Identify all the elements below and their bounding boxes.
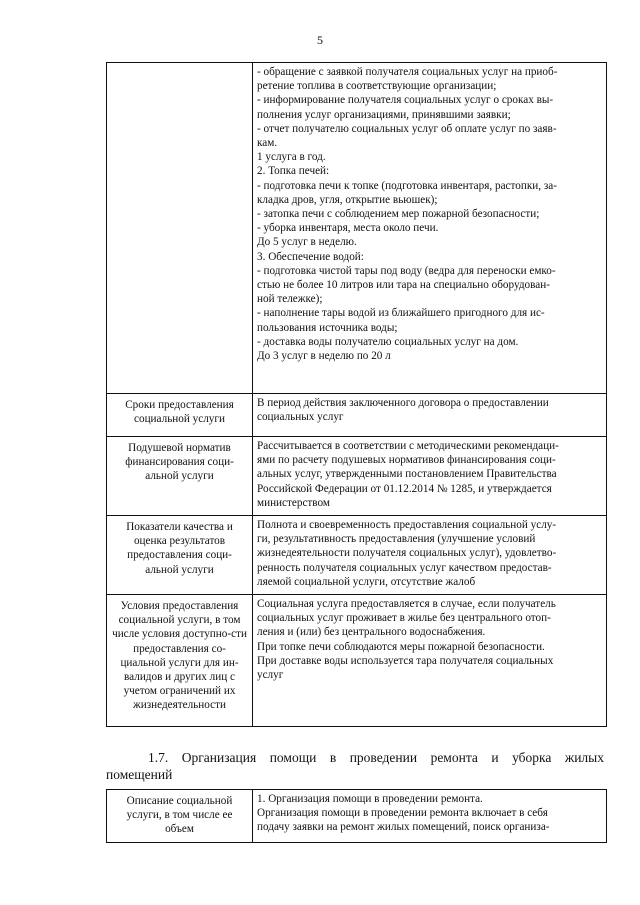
text-line: 1. Организация помощи в проведении ремонта. (257, 793, 483, 805)
text-line: кам. (257, 137, 278, 150)
text-line: ретение топлива в соответствующие организации; (257, 80, 497, 93)
table-row (107, 394, 607, 437)
repair-service-table (106, 789, 607, 843)
row-label: Описание социальной услуги, в том числе ее объем (107, 790, 253, 843)
text-line: - подготовка чистой тары под воду (ведра для переноски емко- (257, 264, 556, 277)
text-line: министерством (257, 496, 330, 509)
row-label: Сроки предоставления социальной услуги (107, 394, 253, 437)
text-line: ной тележке); (257, 293, 323, 306)
text-line: услуг (257, 669, 284, 682)
text-line: ями по расчету подушевых нормативов финансирования соци- (257, 454, 556, 467)
text-line: кладка дров, угля, открытие вьюшек); (257, 193, 438, 206)
text-line: - информирование получателя социальных услуг о сроках вы- (257, 94, 554, 107)
table-row (107, 63, 607, 394)
text-line: - уборка инвентаря, места около печи. (257, 222, 439, 235)
text-line: подачу заявки на ремонт жилых помещений, поиск организа- (257, 821, 550, 834)
text-line: Рассчитывается в соответствии с методическими рекомендаци- (257, 440, 559, 452)
text-line: - доставка воды получателю социальных услуг на дом. (257, 335, 519, 348)
text-line: - затопка печи с соблюдением мер пожарной безопасности; (257, 208, 540, 221)
row-label (107, 63, 253, 394)
page-number: 5 (317, 33, 323, 47)
section-heading (106, 749, 604, 783)
text-line: - обращение с заявкой получателя социальных услуг на приоб- (257, 66, 558, 78)
row-label: Подушевой норматив финансирования соци-альной услуги (107, 437, 253, 516)
text-line: 2. Топка печей: (257, 165, 330, 178)
row-content (253, 516, 607, 595)
table-row (107, 790, 607, 843)
row-label: Показатели качества и оценка результатов предоставления соци-альной услуги (107, 516, 253, 595)
text-line: Полнота и своевременность предоставления социальной услу- (257, 519, 557, 531)
text-line: социальных услуг проживает в жилье без центрального отоп- (257, 612, 551, 625)
text-line: Организация помощи в проведении ремонта включает в себя (257, 807, 548, 820)
text-line: ления и (или) без центрального водоснабжения. (257, 626, 486, 639)
text-line: социальных услуг (257, 411, 344, 424)
text-line: ляемой социальной услуги, отсутствие жалоб (257, 575, 476, 588)
text-line: До 3 услуг в неделю по 20 л (257, 350, 391, 363)
row-content (253, 394, 607, 437)
text-line: альных услуг, утвержденными постановлением Правительства (257, 468, 557, 481)
table-row (107, 595, 607, 727)
text-line: В период действия заключенного договора о предоставлении (257, 397, 549, 409)
text-line: Российской Федерации от 01.12.2014 № 1285, и утверждается (257, 482, 552, 495)
text-line: При доставке воды используется тара получателя социальных (257, 654, 554, 667)
text-line: - наполнение тары водой из ближайшего пригодного для ис- (257, 307, 545, 320)
text-line: жизнедеятельности получателя социальных услуг), удовлетво- (257, 547, 557, 560)
table-row (107, 437, 607, 516)
table-row (107, 516, 607, 595)
text-line: - подготовка печи к топке (подготовка инвентаря, растопки, за- (257, 179, 557, 192)
text-line: При топке печи соблюдаются меры пожарной безопасности. (257, 640, 545, 653)
text-line: 1 услуга в год. (257, 151, 326, 164)
text-line: До 5 услуг в неделю. (257, 236, 357, 249)
service-description-table (106, 62, 607, 727)
text-line: 3. Обеспечение водой: (257, 250, 364, 263)
section-heading-line-2: помещений (106, 767, 173, 782)
row-content (253, 595, 607, 727)
row-content (253, 437, 607, 516)
text-line: стью не более 10 литров или тара на специально оборудован- (257, 279, 550, 292)
text-line: - отчет получателю социальных услуг об оплате услуг по заяв- (257, 122, 557, 135)
text-line: пользования источника воды; (257, 321, 398, 334)
text-line: полнения услуг организациями, принявшими заявки; (257, 108, 511, 121)
row-content (253, 63, 607, 394)
text-line: ги, результативность предоставления (улучшение условий (257, 533, 536, 546)
section-heading-line-1: 1.7. Организация помощи в проведении ремонта и уборка жилых (148, 750, 604, 765)
row-label: Условия предоставления социальной услуги, в том числе условия доступно-сти предоставления со-циальной услуги для ин-валидов и других лиц с учетом ограничений их жизнедеятельности (107, 595, 253, 727)
row-content (253, 790, 607, 843)
text-line: Социальная услуга предоставляется в случае, если получатель (257, 598, 556, 610)
text-line: ренность получателя социальных услуг качеством предостав- (257, 561, 552, 574)
